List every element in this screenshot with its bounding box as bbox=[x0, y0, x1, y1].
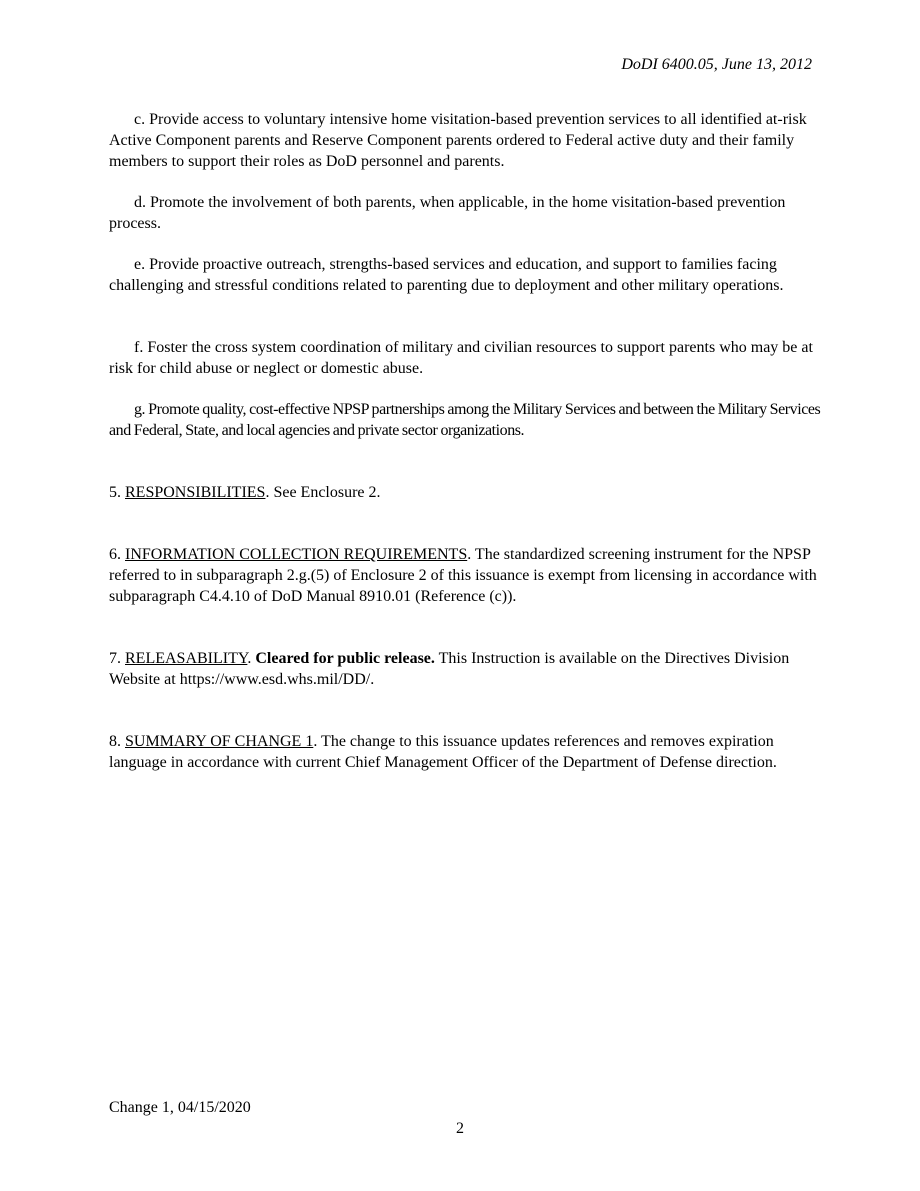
section-6-text: . The standardized screening instrument for the NPSP referred to in subparagraph 2.g.(5) of Enclosure 2 of this issuance is exempt from licensing in accordance with subparagraph C4.4.10 of DoD Manual 8910.01 (Reference (c)). bbox=[109, 546, 817, 605]
page-number: 2 bbox=[456, 1120, 464, 1137]
section-8-summary-of-change bbox=[109, 731, 821, 773]
paragraph-g: g. Promote quality, cost-effective NPSP partnerships among the Military Services and between the Military Services and Federal, State, and local agencies and private sector organizations. bbox=[109, 401, 821, 439]
section-7-text: This Instruction is available on the Directives Division Website at https://www.esd.whs.mil/DD/. bbox=[109, 650, 790, 688]
section-5-text: . See Enclosure 2. bbox=[265, 484, 381, 501]
section-7-releasability bbox=[109, 648, 821, 690]
paragraph-d: d. Promote the involvement of both parents, when applicable, in the home visitation-based prevention process. bbox=[109, 194, 786, 232]
section-5-number: 5. bbox=[109, 484, 125, 501]
section-7-bold: Cleared for public release. bbox=[255, 650, 435, 667]
section-6-information-collection bbox=[109, 544, 821, 607]
section-5-responsibilities bbox=[109, 482, 821, 503]
section-7-title: RELEASABILITY bbox=[125, 650, 248, 667]
paragraph-f: f. Foster the cross system coordination of military and civilian resources to support parents who may be at risk for child abuse or neglect or domestic abuse. bbox=[109, 339, 813, 377]
section-7-number: 7. bbox=[109, 650, 125, 667]
section-7-pre: . bbox=[247, 650, 256, 667]
paragraph-c: c. Provide access to voluntary intensive home visitation-based prevention services to all identified at-risk Active Component parents and Reserve Component parents ordered to Federal active duty and their family members to support their roles as DoD personnel and parents. bbox=[109, 111, 807, 170]
change-footer: Change 1, 04/15/2020 bbox=[109, 1099, 251, 1116]
section-6-number: 6. bbox=[109, 546, 125, 563]
section-8-text: . The change to this issuance updates references and removes expiration language in accordance with current Chief Management Officer of the Department of Defense direction. bbox=[109, 733, 777, 771]
section-8-number: 8. bbox=[109, 733, 125, 750]
section-8-title: SUMMARY OF CHANGE 1 bbox=[125, 733, 314, 750]
section-6-title: INFORMATION COLLECTION REQUIREMENTS bbox=[125, 546, 468, 563]
document-header: DoDI 6400.05, June 13, 2012 bbox=[621, 56, 812, 73]
paragraph-e: e. Provide proactive outreach, strengths-based services and education, and support to families facing challenging and stressful conditions related to parenting due to deployment and other military operations. bbox=[109, 256, 784, 294]
section-5-title: RESPONSIBILITIES bbox=[125, 484, 266, 501]
